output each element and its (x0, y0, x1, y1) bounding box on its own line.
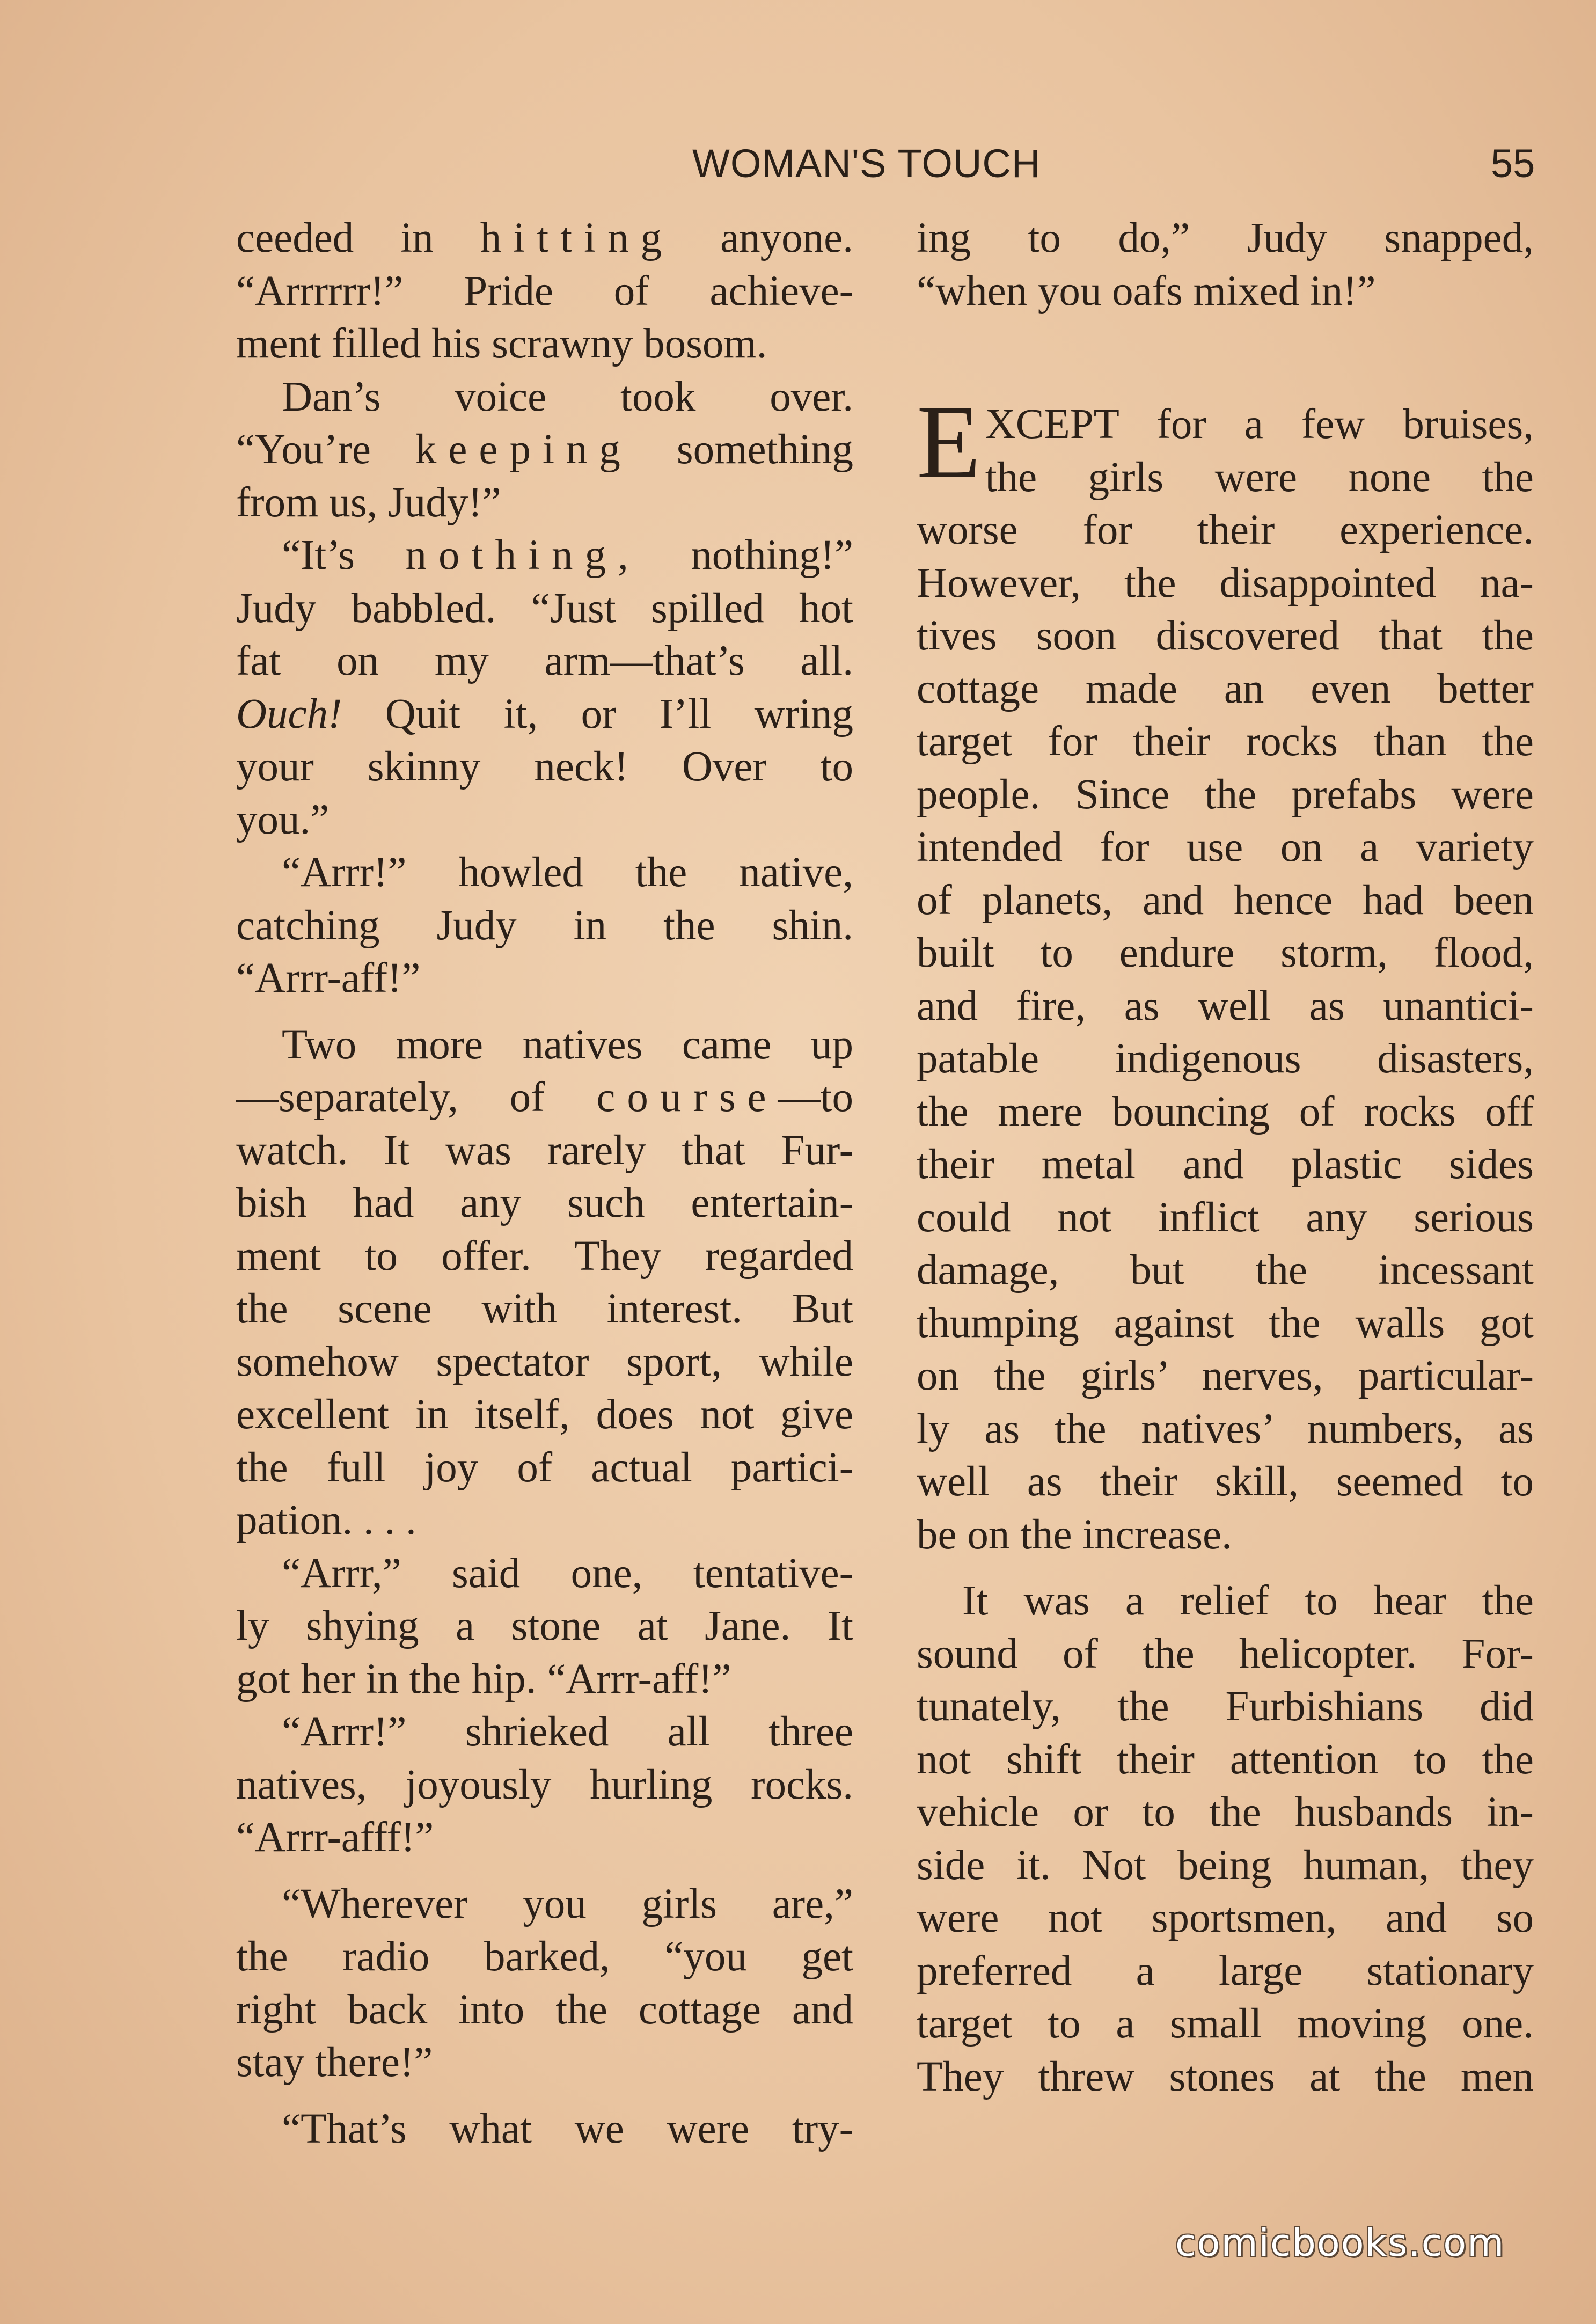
text-line: “Arrr,” said one, tentative- (282, 1550, 853, 1597)
text-line: fat on my arm—that’s all. (236, 638, 853, 684)
paragraph (236, 212, 853, 371)
text-line: got her in the hip. “Arrr-aff!” (236, 1655, 731, 1702)
text-line: excellent in itself, does not give (236, 1391, 853, 1438)
text-line: XCEPT for a few bruises, (985, 401, 1534, 448)
text-line: their metal and plastic sides (917, 1141, 1534, 1188)
text-line: not shift their attention to the (917, 1736, 1534, 1783)
text-line: target for their rocks than the (917, 718, 1534, 765)
text-line: “Arrr!” howled the native, (282, 849, 853, 896)
text-line: preferred a large stationary (917, 1947, 1534, 1994)
text-line: ment filled his scrawny bosom. (236, 320, 767, 367)
text-line: built to endure storm, flood, (917, 930, 1534, 976)
paragraph (236, 2103, 853, 2156)
text-line: somehow spectator sport, while (236, 1338, 853, 1385)
text-line: Dan’s voice took over. (282, 373, 853, 420)
text-line: the girls were none the (985, 454, 1534, 501)
text-line: the radio barked, “you get (236, 1933, 853, 1980)
text-line: ceeded in hitting anyone. (236, 215, 853, 261)
paragraph (236, 371, 853, 530)
text-line: “You’re keeping something (236, 426, 853, 473)
text-line: “Arrr!” shrieked all three (282, 1708, 853, 1755)
text-line: “Arrrrrr!” Pride of achieve- (236, 267, 853, 315)
text-line: tives soon discovered that the (917, 612, 1534, 659)
text-line: vehicle or to the husbands in- (917, 1789, 1534, 1836)
text-line: Judy babbled. “Just spilled hot (236, 584, 853, 632)
left-column (236, 212, 853, 2155)
text-line: your skinny neck! Over to (236, 743, 853, 790)
text-line: right back into the cottage and (236, 1986, 853, 2033)
text-line: “Arrr-afff!” (236, 1814, 434, 1861)
text-line: pation. . . . (236, 1497, 416, 1544)
text-line: the full joy of actual partici- (236, 1444, 853, 1491)
text-line: were not sportsmen, and so (917, 1895, 1534, 1941)
text-line: worse for their experience. (917, 507, 1534, 553)
text-line: from us, Judy!” (236, 479, 501, 526)
page-number: 55 (1491, 141, 1535, 186)
text-line: natives, joyously hurling rocks. (236, 1761, 853, 1808)
text-line: be on the increase. (917, 1511, 1232, 1558)
text-line: people. Since the prefabs were (917, 771, 1534, 818)
text-line: the scene with interest. But (236, 1285, 853, 1332)
text-line: ly as the natives’ numbers, as (917, 1405, 1534, 1452)
site-watermark: comicbooks.com (1175, 2221, 1505, 2265)
text-line: you.” (236, 796, 330, 843)
text-line: thumping against the walls got (917, 1299, 1534, 1347)
text-line: of planets, and hence had been (917, 876, 1534, 924)
text-line: “Wherever you girls are,” (282, 1880, 853, 1927)
text-line: on the girls’ nerves, particular- (917, 1353, 1534, 1399)
text-line: the mere bouncing of rocks off (917, 1088, 1534, 1135)
text-line: sound of the helicopter. For- (917, 1630, 1534, 1677)
text-line: patable indigenous disasters, (917, 1035, 1534, 1082)
text-line: cottage made an even better (917, 665, 1534, 712)
paragraph (917, 384, 1534, 1561)
text-line: —separately, of course—to (236, 1074, 853, 1121)
text-line: ly shying a stone at Jane. It (236, 1603, 853, 1649)
paragraph (236, 1878, 853, 2089)
paragraph (236, 1706, 853, 1865)
text-line: “That’s what we were try- (282, 2105, 853, 2152)
text-line: well as their skill, seemed to (917, 1458, 1534, 1505)
text-line: intended for use on a variety (917, 824, 1534, 871)
text-line: damage, but the incessant (917, 1247, 1534, 1293)
paragraph (236, 846, 853, 1005)
text-line: and fire, as well as unantici- (917, 982, 1534, 1029)
running-title: WOMAN'S TOUCH (692, 141, 1041, 186)
text-line: “It’s nothing, nothing!” (282, 532, 854, 579)
text-line: ing to do,” Judy snapped, (917, 215, 1534, 261)
text-line: ment to offer. They regarded (236, 1232, 853, 1280)
text-line: catching Judy in the shin. (236, 902, 853, 949)
text-line: Ouch! Quit it, or I’ll wring (236, 690, 853, 737)
text-line: tunately, the Furbishians did (917, 1683, 1534, 1730)
paragraph (917, 1575, 1534, 2103)
drop-cap: E (917, 384, 981, 500)
text-line: watch. It was rarely that Fur- (236, 1127, 853, 1174)
text-line: could not inflict any serious (917, 1194, 1534, 1241)
text-line: “Arrr-aff!” (236, 955, 421, 1002)
text-line: Two more natives came up (282, 1021, 853, 1068)
paragraph (236, 529, 853, 846)
text-line: target to a small moving one. (917, 2000, 1534, 2047)
paragraph (236, 1547, 853, 1706)
text-line: stay there!” (236, 2039, 433, 2086)
text-line: They threw stones at the men (917, 2053, 1534, 2100)
text-line: “when you oafs mixed in!” (917, 267, 1376, 315)
text-line: However, the disappointed na- (917, 559, 1534, 606)
paragraph (917, 212, 1534, 318)
right-column (917, 212, 1534, 2103)
text-line: It was a relief to hear the (962, 1577, 1534, 1624)
paragraph (236, 1019, 853, 1547)
text-line: side it. Not being human, they (917, 1841, 1534, 1889)
text-line: bish had any such entertain- (236, 1180, 853, 1226)
